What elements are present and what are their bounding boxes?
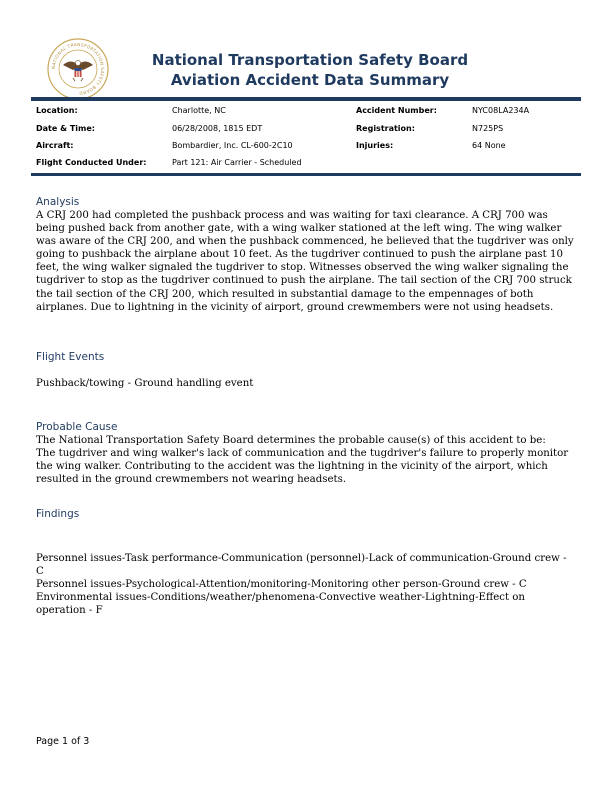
- document-title-line2: Aviation Accident Data Summary: [170, 71, 450, 89]
- flight-conducted-label: Flight Conducted Under:: [36, 158, 147, 167]
- accident-number-label: Accident Number:: [356, 106, 437, 115]
- probable-cause-heading: Probable Cause: [36, 421, 118, 433]
- injuries-label: Injuries:: [356, 141, 394, 150]
- page-number: Page 1 of 3: [36, 736, 90, 747]
- finding-item: Personnel issues-Psychological-Attention/monitoring-Monitoring other person-Ground crew - C: [36, 579, 527, 591]
- findings-list: [36, 552, 576, 617]
- flight-conducted-value: Part 121: Air Carrier - Scheduled: [172, 158, 302, 167]
- location-label: Location:: [36, 106, 78, 115]
- aircraft-value: Bombardier, Inc. CL-600-2C10: [172, 141, 293, 150]
- finding-item: Personnel issues-Task performance-Communication (personnel)-Lack of communication-Ground crew - C: [36, 553, 567, 578]
- injuries-value: 64 None: [472, 141, 506, 150]
- datetime-label: Date & Time:: [36, 124, 95, 133]
- document-title-line1: National Transportation Safety Board: [151, 51, 469, 69]
- probable-cause-text: The tugdriver and wing walker's lack of communication and the tugdriver's failure to properly monitor the wing walker. Contributing to the accident was the lightning in the vicinity of the airport, which resulted in the ground crewmembers not wearing headsets.: [36, 448, 569, 486]
- datetime-value: 06/28/2008, 1815 EDT: [172, 124, 263, 133]
- registration-label: Registration:: [356, 124, 415, 133]
- analysis-text: A CRJ 200 had completed the pushback process and was waiting for taxi clearance. A CRJ 700 was being pushed back from another gate, with a wing walker stationed at the left wing. The wing walker was aware of the CRJ 200, and when the pushback commenced, he believed that the tugdriver was only going to pushback the airplane about 10 feet. As the tugdriver continued to push the airplane past 10 feet, the wing walker signaled the tugdriver to stop. Witnesses observed the wing walker signaling the tugdriver to stop as the tugdriver continued to push the airplane. The tail section of the CRJ 700 struck the tail section of the CRJ 200, which resulted in substantial damage to the empennages of both airplanes. Due to lightning in the vicinity of airport, ground crewmembers were not using headsets.: [36, 210, 574, 313]
- flight-events-heading: Flight Events: [36, 351, 105, 363]
- registration-value: N725PS: [472, 124, 504, 133]
- ntsb-seal-logo: [47, 38, 109, 100]
- svg-text:NATIONAL TRANSPORTATION SAFETY: NATIONAL TRANSPORTATION SAFETY BOARD: [51, 42, 105, 96]
- analysis-heading: Analysis: [36, 196, 80, 208]
- finding-item: Environmental issues-Conditions/weather/phenomena-Convective weather-Lightning-Effect on operation - F: [36, 592, 525, 617]
- header-rule-top: [31, 97, 581, 101]
- flight-events-text: Pushback/towing - Ground handling event: [36, 378, 254, 389]
- findings-heading: Findings: [36, 508, 80, 520]
- header-rule-bottom: [31, 173, 581, 176]
- probable-cause-intro: The National Transportation Safety Board determines the probable cause(s) of this accident to be:: [36, 435, 546, 446]
- aircraft-label: Aircraft:: [36, 141, 74, 150]
- accident-number-value: NYC08LA234A: [472, 106, 530, 115]
- location-value: Charlotte, NC: [172, 106, 226, 115]
